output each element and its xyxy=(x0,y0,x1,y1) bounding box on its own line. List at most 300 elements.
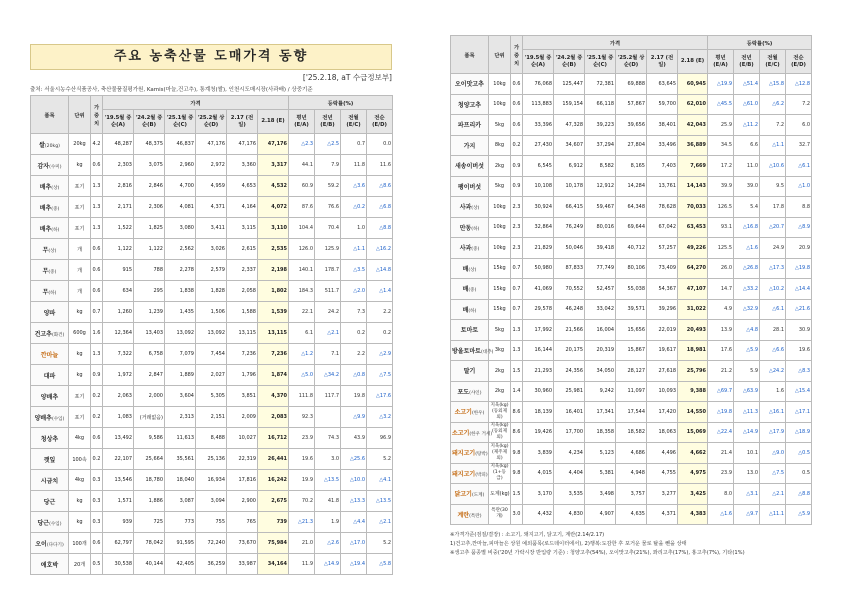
ratio-cell: 41.8 xyxy=(315,491,341,512)
weight-cell: 2.3 xyxy=(511,238,523,259)
item-label: 양파 xyxy=(43,309,56,317)
item-name xyxy=(451,299,489,320)
ratio-cell: △2.1 xyxy=(760,484,786,505)
price-cell: 18,139 xyxy=(523,402,554,423)
price-cell: 3,170 xyxy=(523,484,554,505)
weight-cell: 0.6 xyxy=(91,260,103,281)
item-name xyxy=(31,344,69,365)
header-row xyxy=(31,96,393,110)
item-sub-label: (상) xyxy=(48,248,57,254)
table-row xyxy=(31,491,393,512)
price-cell: 25,664 xyxy=(134,449,165,470)
price-cell: 2,303 xyxy=(103,155,134,176)
ratio-cell: △1.2 xyxy=(289,344,315,365)
price-cell: 1,825 xyxy=(134,218,165,239)
ratio-cell: 32.7 xyxy=(786,135,812,156)
price-cell: 1,828 xyxy=(196,281,227,302)
ratio-cell: △14.9 xyxy=(734,422,760,443)
ratio-cell: 60.9 xyxy=(289,176,315,197)
table-row xyxy=(31,239,393,260)
price-cell: 48,375 xyxy=(134,134,165,155)
price-cell: 63,645 xyxy=(647,74,678,95)
unit-cell: 5kg xyxy=(489,115,511,136)
ratio-cell: △7.5 xyxy=(760,463,786,484)
ratio-cell: 92.3 xyxy=(289,407,315,428)
item-name xyxy=(451,258,489,279)
price-cell: 47,176 xyxy=(227,134,258,155)
price-cell: 27,618 xyxy=(647,361,678,382)
item-sub-label: (탕박) xyxy=(475,452,488,458)
price-cell: 39,223 xyxy=(585,115,616,136)
price-cell: 39,296 xyxy=(647,299,678,320)
header-price-col: '24.2월 중순(B) xyxy=(554,50,585,74)
ratio-cell: 21.0 xyxy=(289,533,315,554)
item-name xyxy=(31,449,69,470)
item-name xyxy=(451,320,489,341)
table-row xyxy=(31,554,393,575)
price-cell: 113,883 xyxy=(523,94,554,115)
current-price-cell: 47,107 xyxy=(678,279,708,300)
ratio-cell: △21.3 xyxy=(289,512,315,533)
table-row xyxy=(451,381,812,402)
price-cell: 24,356 xyxy=(554,361,585,382)
price-cell: 765 xyxy=(227,512,258,533)
header-item: 품목 xyxy=(31,96,69,134)
ratio-cell: 13.9 xyxy=(708,320,734,341)
price-cell: 5,381 xyxy=(585,463,616,484)
unit-cell: 20개 xyxy=(69,554,91,575)
price-cell: 1,972 xyxy=(103,365,134,386)
item-sub-label: (특란) xyxy=(469,513,482,519)
price-cell: 91,595 xyxy=(165,533,196,554)
unit-cell: 15kg xyxy=(489,299,511,320)
price-cell: 11,097 xyxy=(616,381,647,402)
unit-cell: 5kg xyxy=(489,176,511,197)
ratio-cell: △6.2 xyxy=(760,94,786,115)
item-name xyxy=(451,238,489,259)
table-header xyxy=(451,36,812,74)
item-label: 청상추 xyxy=(40,435,59,443)
item-sub-label: (다다기) xyxy=(46,542,64,548)
item-label: 방울토마토 xyxy=(452,347,481,355)
price-cell: 1,522 xyxy=(103,218,134,239)
price-cell: 1,260 xyxy=(103,302,134,323)
ratio-cell: △1.0 xyxy=(786,176,812,197)
item-sub-label: (하) xyxy=(468,308,477,314)
weight-cell: 0.6 xyxy=(91,281,103,302)
price-table-left xyxy=(30,95,393,575)
ratio-cell: 11.8 xyxy=(341,155,367,176)
table-row xyxy=(451,320,812,341)
price-cell: 4,015 xyxy=(523,463,554,484)
price-cell: 77,749 xyxy=(585,258,616,279)
price-cell: 725 xyxy=(134,512,165,533)
weight-cell: 0.9 xyxy=(511,176,523,197)
ratio-cell: 19.6 xyxy=(786,340,812,361)
ratio-cell: 8.8 xyxy=(786,197,812,218)
price-cell: 3,360 xyxy=(227,155,258,176)
price-cell: 3,277 xyxy=(647,484,678,505)
price-cell: 27,430 xyxy=(523,135,554,156)
table-row xyxy=(31,365,393,386)
ratio-cell: △4.4 xyxy=(341,512,367,533)
price-cell: 8,165 xyxy=(616,156,647,177)
item-name xyxy=(451,115,489,136)
item-label: 팽이버섯 xyxy=(457,183,482,191)
price-cell: 27,804 xyxy=(616,135,647,156)
price-cell: 19,617 xyxy=(647,340,678,361)
price-cell: 69,644 xyxy=(616,217,647,238)
price-cell: 915 xyxy=(103,260,134,281)
price-cell: 36,259 xyxy=(196,554,227,575)
header-ratio-col: 전월 (E/C) xyxy=(760,50,786,74)
ratio-cell: 5.4 xyxy=(734,197,760,218)
item-name xyxy=(31,428,69,449)
unit-cell: 10kg xyxy=(489,238,511,259)
current-price-cell: 2,535 xyxy=(258,239,289,260)
ratio-cell: 39.0 xyxy=(734,176,760,197)
price-cell: 15,656 xyxy=(616,320,647,341)
item-name xyxy=(31,134,69,155)
item-name xyxy=(451,504,489,525)
current-price-cell: 14,143 xyxy=(678,176,708,197)
price-cell: 4,755 xyxy=(647,463,678,484)
price-cell: 2,313 xyxy=(165,407,196,428)
table-row xyxy=(31,428,393,449)
ratio-cell: △11.1 xyxy=(760,504,786,525)
item-sub-label: (중) xyxy=(471,247,480,253)
price-cell: 3,080 xyxy=(165,218,196,239)
current-price-cell: 7,236 xyxy=(258,344,289,365)
unit-cell: 2kg xyxy=(489,156,511,177)
ratio-cell: 13.0 xyxy=(734,463,760,484)
ratio-cell: 511.7 xyxy=(315,281,341,302)
table-row xyxy=(31,470,393,491)
price-cell: 17,816 xyxy=(227,470,258,491)
unit-cell: 600g xyxy=(69,323,91,344)
item-label: 깐마늘 xyxy=(40,351,59,359)
current-price-cell: 36,889 xyxy=(678,135,708,156)
item-label: 사과 xyxy=(459,245,472,253)
ratio-cell: 23.9 xyxy=(708,463,734,484)
item-name xyxy=(31,512,69,533)
ratio-cell: △5.9 xyxy=(786,504,812,525)
item-sub-label: (화건) xyxy=(51,332,65,338)
ratio-cell: △7.5 xyxy=(367,365,393,386)
ratio-cell: △9.7 xyxy=(734,504,760,525)
current-price-cell: 1,874 xyxy=(258,365,289,386)
item-label: 돼지고기 xyxy=(452,470,476,478)
price-cell: 1,889 xyxy=(165,365,196,386)
ratio-cell: △20.7 xyxy=(760,217,786,238)
price-cell: 66,415 xyxy=(554,197,585,218)
table-row xyxy=(31,323,393,344)
unit-cell: 5kg xyxy=(489,320,511,341)
price-cell: 4,830 xyxy=(554,504,585,525)
weight-cell: 0.9 xyxy=(91,365,103,386)
price-cell: 18,040 xyxy=(165,470,196,491)
price-cell: 39,571 xyxy=(616,299,647,320)
ratio-cell: △16.8 xyxy=(734,217,760,238)
price-cell: 13,092 xyxy=(196,323,227,344)
price-cell: 54,367 xyxy=(647,279,678,300)
ratio-cell: 125.5 xyxy=(708,238,734,259)
ratio-cell: 117.7 xyxy=(315,386,341,407)
price-cell: 80,016 xyxy=(585,217,616,238)
price-cell: 3,026 xyxy=(196,239,227,260)
item-label: 당근 xyxy=(37,519,50,527)
table-row xyxy=(451,115,812,136)
price-cell: 73,409 xyxy=(647,258,678,279)
weight-cell: 1.3 xyxy=(511,340,523,361)
ratio-cell: △22.4 xyxy=(708,422,734,443)
item-name xyxy=(31,281,69,302)
ratio-cell: 23.9 xyxy=(289,428,315,449)
table-row xyxy=(31,533,393,554)
price-cell: 634 xyxy=(103,281,134,302)
item-label: 소고기 xyxy=(454,409,472,417)
price-cell: 159,154 xyxy=(554,94,585,115)
price-cell: 67,042 xyxy=(647,217,678,238)
ratio-cell: 28.1 xyxy=(760,320,786,341)
header-item: 품목 xyxy=(451,36,489,74)
price-cell: 2,846 xyxy=(134,176,165,197)
current-price-cell: 34,164 xyxy=(258,554,289,575)
item-sub-label: (한우) xyxy=(471,411,485,417)
item-label: 파프리카 xyxy=(457,122,482,130)
price-cell: 15,867 xyxy=(616,340,647,361)
ratio-cell: 6.0 xyxy=(786,115,812,136)
report-date: ['25.2.18, aT 수급정보부] xyxy=(302,73,392,82)
weight-cell: 1.3 xyxy=(91,176,103,197)
ratio-cell: △33.2 xyxy=(734,279,760,300)
header-ratio-group: 등락률(%) xyxy=(708,36,812,50)
ratio-cell: 39.9 xyxy=(708,176,734,197)
price-cell: 14,284 xyxy=(616,176,647,197)
item-name xyxy=(31,218,69,239)
current-price-cell: 47,176 xyxy=(258,134,289,155)
weight-cell: 1.3 xyxy=(91,197,103,218)
ratio-cell: 126.0 xyxy=(289,239,315,260)
ratio-cell: 26.0 xyxy=(708,258,734,279)
price-cell: 10,093 xyxy=(647,381,678,402)
table-row xyxy=(451,402,812,423)
ratio-cell: △1.6 xyxy=(708,504,734,525)
ratio-cell: △45.5 xyxy=(708,94,734,115)
ratio-cell: 21.4 xyxy=(708,443,734,464)
price-cell: 2,009 xyxy=(227,407,258,428)
weight-cell: 0.7 xyxy=(511,299,523,320)
weight-cell: 9.8 xyxy=(511,463,523,484)
unit-cell: 포기 xyxy=(69,407,91,428)
unit-cell: kg xyxy=(69,155,91,176)
ratio-cell: △34.2 xyxy=(315,365,341,386)
ratio-cell: △3.1 xyxy=(734,484,760,505)
item-name xyxy=(451,217,489,238)
item-label: 계란 xyxy=(457,511,470,519)
item-sub-label: (수미) xyxy=(49,164,62,170)
table-row xyxy=(451,443,812,464)
table-row xyxy=(31,218,393,239)
ratio-cell: 5.2 xyxy=(367,533,393,554)
price-cell: 3,498 xyxy=(585,484,616,505)
price-cell: 2,058 xyxy=(227,281,258,302)
price-cell: 76,068 xyxy=(523,74,554,95)
price-cell: 10,178 xyxy=(554,176,585,197)
ratio-cell: △3.5 xyxy=(341,260,367,281)
weight-cell: 0.5 xyxy=(91,554,103,575)
ratio-cell: △19.8 xyxy=(708,402,734,423)
ratio-cell: 17.6 xyxy=(708,340,734,361)
weight-cell: 0.6 xyxy=(91,155,103,176)
item-name xyxy=(31,533,69,554)
header-ratio-col: 전순 (E/D) xyxy=(367,110,393,134)
ratio-cell: 0.0 xyxy=(367,134,393,155)
price-cell: 13,546 xyxy=(103,470,134,491)
ratio-cell: △1.4 xyxy=(367,281,393,302)
item-label: 토마토 xyxy=(460,327,479,335)
header-price-col: '25.1월 중순(C) xyxy=(585,50,616,74)
ratio-cell: 11.0 xyxy=(734,156,760,177)
price-cell: 295 xyxy=(134,281,165,302)
ratio-cell: 17.8 xyxy=(760,197,786,218)
ratio-cell: 6.6 xyxy=(734,135,760,156)
ratio-cell: △19.9 xyxy=(708,74,734,95)
price-cell: 64,348 xyxy=(616,197,647,218)
price-cell: 4,496 xyxy=(647,443,678,464)
ratio-cell: △1.1 xyxy=(760,135,786,156)
price-cell: 57,257 xyxy=(647,238,678,259)
price-cell: 4,700 xyxy=(165,176,196,197)
current-price-cell: 20,493 xyxy=(678,320,708,341)
ratio-cell: △6.1 xyxy=(760,299,786,320)
price-cell: 1,588 xyxy=(227,302,258,323)
item-sub-label: (하) xyxy=(48,290,57,296)
price-cell: 2,171 xyxy=(103,197,134,218)
ratio-cell: 93.1 xyxy=(708,217,734,238)
header-price-group: 가격 xyxy=(523,36,708,50)
price-cell: 4,081 xyxy=(165,197,196,218)
item-label: 오이맛고추 xyxy=(455,81,484,89)
ratio-cell: △17.9 xyxy=(760,422,786,443)
table-row xyxy=(451,217,812,238)
unit-cell: 도계(kg) xyxy=(489,484,511,505)
ratio-cell: 19.9 xyxy=(289,470,315,491)
table-row xyxy=(451,361,812,382)
weight-cell: 9.8 xyxy=(511,443,523,464)
price-cell: 20,319 xyxy=(585,340,616,361)
price-cell: 78,628 xyxy=(647,197,678,218)
item-name xyxy=(31,407,69,428)
price-cell: 788 xyxy=(134,260,165,281)
item-name xyxy=(451,340,494,361)
weight-cell: 0.6 xyxy=(511,94,523,115)
price-cell: 33,987 xyxy=(227,554,258,575)
item-sub-label: (한우 거세) xyxy=(469,431,493,437)
item-sub-label: (하) xyxy=(51,227,60,233)
ratio-cell: 11.6 xyxy=(367,155,393,176)
price-cell: 7,454 xyxy=(196,344,227,365)
weight-cell: 2.3 xyxy=(511,217,523,238)
ratio-cell: 104.4 xyxy=(289,218,315,239)
table-row xyxy=(31,260,393,281)
item-name xyxy=(451,463,489,484)
price-cell: 9,586 xyxy=(134,428,165,449)
table-row xyxy=(451,176,812,197)
price-cell: 12,912 xyxy=(585,176,616,197)
ratio-cell: 184.3 xyxy=(289,281,315,302)
ratio-cell: 7.2 xyxy=(786,94,812,115)
price-cell: 2,579 xyxy=(196,260,227,281)
price-cell: 18,582 xyxy=(616,422,647,443)
item-sub-label: (상) xyxy=(471,206,480,212)
ratio-cell: 87.6 xyxy=(289,197,315,218)
price-cell: 55,038 xyxy=(616,279,647,300)
price-cell: 13,115 xyxy=(227,323,258,344)
ratio-cell: 0.5 xyxy=(786,463,812,484)
unit-cell: 2kg xyxy=(489,361,511,382)
current-price-cell: 60,945 xyxy=(678,74,708,95)
price-cell: 80,106 xyxy=(616,258,647,279)
unit-cell: 포기 xyxy=(69,176,91,197)
current-price-cell: 3,317 xyxy=(258,155,289,176)
ratio-cell: △1.6 xyxy=(734,238,760,259)
price-cell: 8,582 xyxy=(585,156,616,177)
price-table-right xyxy=(450,35,812,525)
unit-cell: 15kg xyxy=(489,258,511,279)
price-cell: 17,341 xyxy=(585,402,616,423)
item-sub-label: (수입) xyxy=(51,416,65,422)
weight-cell: 1.3 xyxy=(91,218,103,239)
unit-cell: 포기 xyxy=(69,197,91,218)
price-cell: 7,079 xyxy=(165,344,196,365)
current-price-cell: 25,796 xyxy=(678,361,708,382)
header-ratio-col: 평년 (E/A) xyxy=(708,50,734,74)
price-cell: 7,322 xyxy=(103,344,134,365)
unit-cell: 개 xyxy=(69,239,91,260)
unit-cell: 개 xyxy=(69,281,91,302)
price-cell: 33,042 xyxy=(585,299,616,320)
table-row xyxy=(31,344,393,365)
item-sub-label: (상) xyxy=(51,185,60,191)
price-cell: 19,426 xyxy=(523,422,554,443)
item-label: 양배추 xyxy=(34,414,52,422)
current-price-cell: 739 xyxy=(258,512,289,533)
price-cell: 773 xyxy=(165,512,196,533)
current-price-cell: 1,802 xyxy=(258,281,289,302)
price-cell: 2,306 xyxy=(134,197,165,218)
ratio-cell: △6.8 xyxy=(367,197,393,218)
item-label: 닭고기 xyxy=(454,491,472,499)
ratio-cell: △5.0 xyxy=(289,365,315,386)
price-cell: 16,004 xyxy=(585,320,616,341)
current-price-cell: 2,198 xyxy=(258,260,289,281)
item-label: 만동 xyxy=(459,224,472,232)
ratio-cell: △10.0 xyxy=(341,470,367,491)
ratio-cell: 126.5 xyxy=(708,197,734,218)
weight-cell: 0.7 xyxy=(511,258,523,279)
price-cell: 42,405 xyxy=(165,554,196,575)
price-cell: 18,780 xyxy=(134,470,165,491)
item-name xyxy=(31,323,69,344)
price-cell: 32,864 xyxy=(523,217,554,238)
unit-cell: 10kg xyxy=(489,74,511,95)
item-name xyxy=(451,361,489,382)
ratio-cell: 44.1 xyxy=(289,155,315,176)
table-row xyxy=(451,422,812,443)
price-cell: 7,236 xyxy=(227,344,258,365)
price-cell: 29,578 xyxy=(523,299,554,320)
